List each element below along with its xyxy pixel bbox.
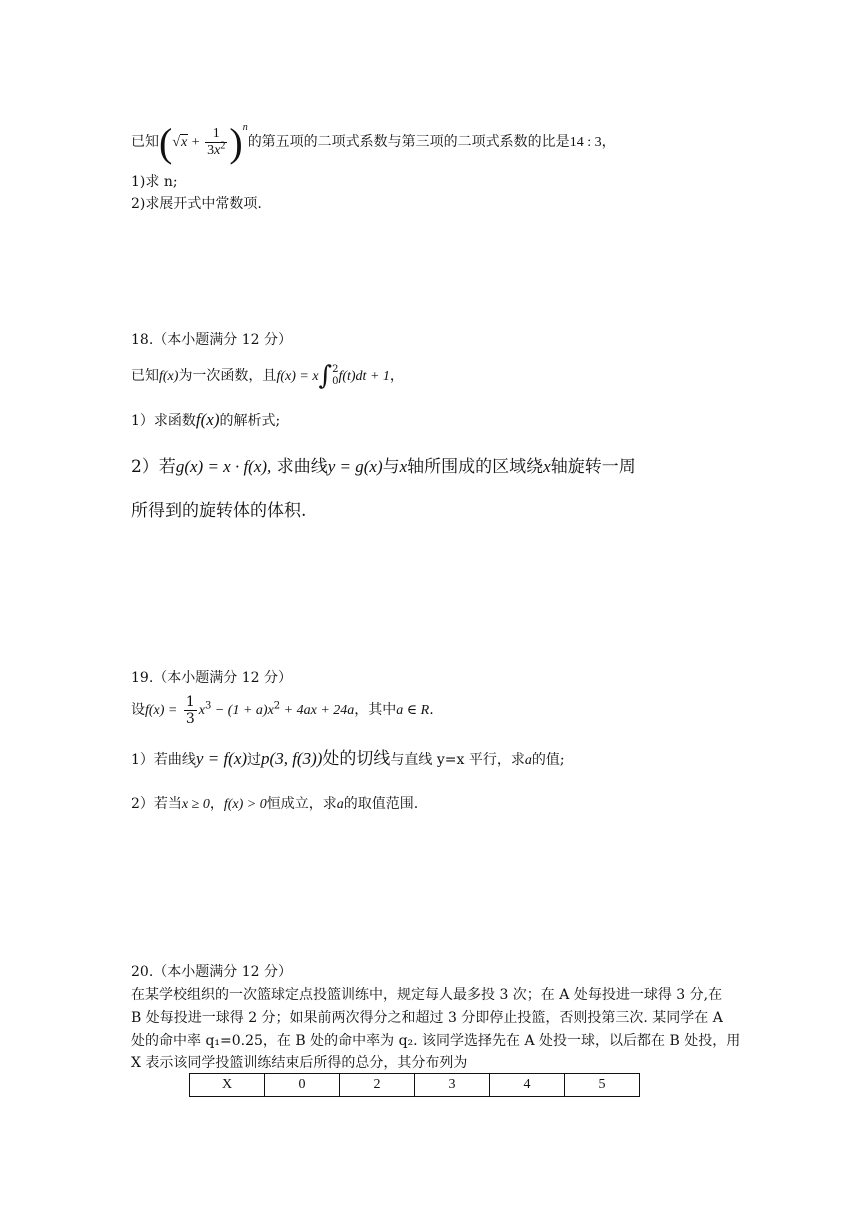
q20-line2: B 处每投进一球得 2 分；如果前两次得分之和超过 3 分即停止投篮，否则投第三次. 某同学在 A (131, 1010, 723, 1026)
q19-header: 19.（本小题满分 12 分） (131, 670, 292, 686)
q17-lead: 已知 (131, 134, 159, 150)
q18-header: 18.（本小题满分 12 分） (131, 332, 292, 348)
q20-header: 20.（本小题满分 12 分） (131, 964, 292, 980)
q18-part2: 2）若g(x) = x · f(x), 求曲线y = g(x)与x轴所围成的区域绕x轴旋转一周 (131, 457, 636, 477)
q20-line4: X 表示该同学投篮训练结束后所得的总分，其分布列为 (131, 1055, 468, 1071)
table-cell: 2 (340, 1074, 415, 1097)
q19-part2: 2）若当x ≥ 0，f(x) > 0恒成立，求a的取值范围. (131, 796, 419, 812)
table-cell: 3 (415, 1074, 490, 1097)
table-row (190, 1074, 640, 1097)
q17-tail: 的第五项的二项式系数与第三项的二项式系数的比是 (247, 134, 570, 150)
q17-part2: 2)求展开式中常数项. (131, 196, 262, 212)
table-cell: 4 (490, 1074, 565, 1097)
table-cell: 5 (565, 1074, 640, 1097)
q17-part1: 1)求 n; (131, 174, 178, 190)
q17-ratio: 14 : 3 (569, 135, 602, 150)
q19-part1: 1）若曲线y = f(x)过p(3, f(3))处的切线与直线 y=x 平行，求a的值; (131, 749, 565, 769)
q17-expression: (√x + $\frac{1}{3x^2}$ )$^n$ (159, 119, 248, 165)
q18-part2-line2: 所得到的旋转体的体积. (131, 501, 307, 521)
q19-stem: 设f(x) = $\frac{1}{3}$ $x^3 - (1 + a)x^2 + 4ax + 24a$，其中a ∈ R. (131, 693, 434, 727)
q17-stem: 已知(√x + $\frac{1}{3x^2}$ )$^n$的第五项的二项式系数与第三项的二项式系数的比是14 : 3， (131, 119, 616, 165)
table-cell: 0 (265, 1074, 340, 1097)
q20-line1: 在某学校组织的一次篮球定点投篮训练中，规定每人最多投 3 次；在 A 处每投进一球得 3 分,在 (131, 987, 723, 1003)
q20-line3: 处的命中率 q₁=0.25，在 B 处的命中率为 q₂. 该同学选择先在 A 处投一球，以后都在 B 处投，用 (131, 1033, 741, 1049)
table-cell: X (190, 1074, 265, 1097)
distribution-table (189, 1073, 640, 1097)
q18-stem: 已知f(x)为一次函数，且f(x) = x∫ 2 0 f(t)dt + 1， (131, 361, 404, 391)
q18-part1: 1）求函数f(x)的解析式; (131, 410, 281, 429)
